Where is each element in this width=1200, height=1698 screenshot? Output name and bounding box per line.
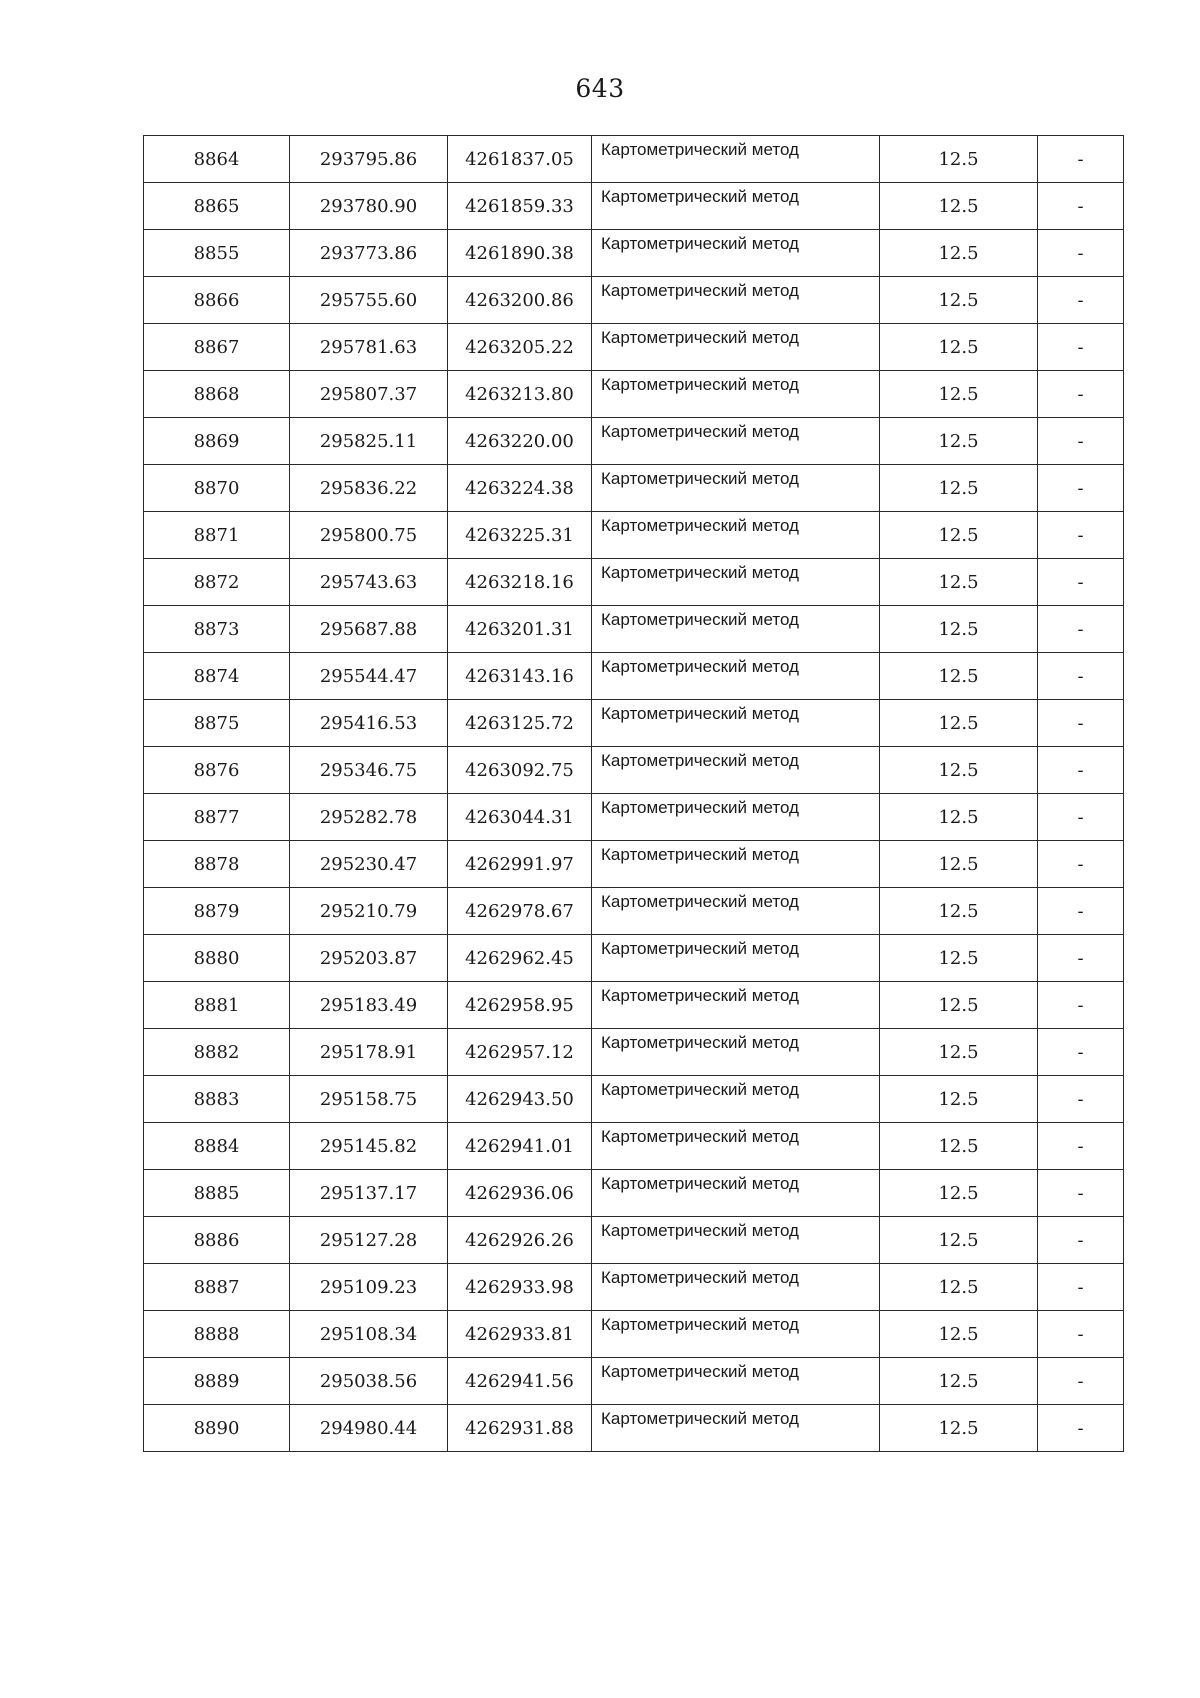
y-coordinate-cell: 4263200.86 xyxy=(448,277,592,324)
x-coordinate-cell: 294980.44 xyxy=(290,1405,448,1452)
y-coordinate-cell: 4262926.26 xyxy=(448,1217,592,1264)
method-cell: Картометрический метод xyxy=(592,1405,880,1452)
table-row xyxy=(144,888,1124,935)
table-row xyxy=(144,183,1124,230)
note-cell: - xyxy=(1038,794,1124,841)
point-id-cell: 8884 xyxy=(144,1123,290,1170)
point-id-cell: 8889 xyxy=(144,1358,290,1405)
accuracy-cell: 12.5 xyxy=(880,1217,1038,1264)
point-id-cell: 8881 xyxy=(144,982,290,1029)
note-cell: - xyxy=(1038,700,1124,747)
x-coordinate-cell: 293780.90 xyxy=(290,183,448,230)
accuracy-cell: 12.5 xyxy=(880,230,1038,277)
method-cell: Картометрический метод xyxy=(592,1123,880,1170)
method-cell: Картометрический метод xyxy=(592,324,880,371)
method-cell: Картометрический метод xyxy=(592,465,880,512)
table-row xyxy=(144,277,1124,324)
table-row xyxy=(144,1170,1124,1217)
method-cell: Картометрический метод xyxy=(592,1358,880,1405)
accuracy-cell: 12.5 xyxy=(880,606,1038,653)
method-cell: Картометрический метод xyxy=(592,935,880,982)
accuracy-cell: 12.5 xyxy=(880,418,1038,465)
point-id-cell: 8872 xyxy=(144,559,290,606)
point-id-cell: 8886 xyxy=(144,1217,290,1264)
accuracy-cell: 12.5 xyxy=(880,371,1038,418)
note-cell: - xyxy=(1038,1264,1124,1311)
accuracy-cell: 12.5 xyxy=(880,324,1038,371)
x-coordinate-cell: 295807.37 xyxy=(290,371,448,418)
point-id-cell: 8874 xyxy=(144,653,290,700)
table-row xyxy=(144,841,1124,888)
note-cell: - xyxy=(1038,1029,1124,1076)
method-cell: Картометрический метод xyxy=(592,888,880,935)
note-cell: - xyxy=(1038,888,1124,935)
x-coordinate-cell: 295038.56 xyxy=(290,1358,448,1405)
accuracy-cell: 12.5 xyxy=(880,1311,1038,1358)
table-row xyxy=(144,1358,1124,1405)
x-coordinate-cell: 295109.23 xyxy=(290,1264,448,1311)
method-cell: Картометрический метод xyxy=(592,700,880,747)
x-coordinate-cell: 295836.22 xyxy=(290,465,448,512)
table-row xyxy=(144,794,1124,841)
x-coordinate-cell: 295282.78 xyxy=(290,794,448,841)
accuracy-cell: 12.5 xyxy=(880,1358,1038,1405)
table-row xyxy=(144,230,1124,277)
table-row xyxy=(144,1123,1124,1170)
y-coordinate-cell: 4262941.56 xyxy=(448,1358,592,1405)
accuracy-cell: 12.5 xyxy=(880,512,1038,559)
point-id-cell: 8866 xyxy=(144,277,290,324)
method-cell: Картометрический метод xyxy=(592,1217,880,1264)
table-row xyxy=(144,136,1124,183)
method-cell: Картометрический метод xyxy=(592,747,880,794)
y-coordinate-cell: 4263205.22 xyxy=(448,324,592,371)
table-row xyxy=(144,324,1124,371)
note-cell: - xyxy=(1038,982,1124,1029)
point-id-cell: 8871 xyxy=(144,512,290,559)
y-coordinate-cell: 4262943.50 xyxy=(448,1076,592,1123)
accuracy-cell: 12.5 xyxy=(880,982,1038,1029)
accuracy-cell: 12.5 xyxy=(880,277,1038,324)
table-row xyxy=(144,1076,1124,1123)
table-row xyxy=(144,935,1124,982)
point-id-cell: 8890 xyxy=(144,1405,290,1452)
y-coordinate-cell: 4262978.67 xyxy=(448,888,592,935)
point-id-cell: 8855 xyxy=(144,230,290,277)
y-coordinate-cell: 4263213.80 xyxy=(448,371,592,418)
table-row xyxy=(144,371,1124,418)
page-number: 643 xyxy=(575,74,625,103)
point-id-cell: 8875 xyxy=(144,700,290,747)
accuracy-cell: 12.5 xyxy=(880,935,1038,982)
table-row xyxy=(144,747,1124,794)
y-coordinate-cell: 4263225.31 xyxy=(448,512,592,559)
y-coordinate-cell: 4262962.45 xyxy=(448,935,592,982)
point-id-cell: 8867 xyxy=(144,324,290,371)
method-cell: Картометрический метод xyxy=(592,183,880,230)
point-id-cell: 8885 xyxy=(144,1170,290,1217)
table-row xyxy=(144,512,1124,559)
note-cell: - xyxy=(1038,371,1124,418)
accuracy-cell: 12.5 xyxy=(880,1123,1038,1170)
method-cell: Картометрический метод xyxy=(592,559,880,606)
note-cell: - xyxy=(1038,512,1124,559)
y-coordinate-cell: 4263125.72 xyxy=(448,700,592,747)
point-id-cell: 8868 xyxy=(144,371,290,418)
method-cell: Картометрический метод xyxy=(592,1076,880,1123)
accuracy-cell: 12.5 xyxy=(880,700,1038,747)
note-cell: - xyxy=(1038,559,1124,606)
x-coordinate-cell: 295108.34 xyxy=(290,1311,448,1358)
y-coordinate-cell: 4261890.38 xyxy=(448,230,592,277)
note-cell: - xyxy=(1038,418,1124,465)
method-cell: Картометрический метод xyxy=(592,418,880,465)
x-coordinate-cell: 295230.47 xyxy=(290,841,448,888)
x-coordinate-cell: 295178.91 xyxy=(290,1029,448,1076)
accuracy-cell: 12.5 xyxy=(880,136,1038,183)
note-cell: - xyxy=(1038,1123,1124,1170)
method-cell: Картометрический метод xyxy=(592,230,880,277)
point-id-cell: 8888 xyxy=(144,1311,290,1358)
table-row xyxy=(144,1405,1124,1452)
method-cell: Картометрический метод xyxy=(592,512,880,559)
method-cell: Картометрический метод xyxy=(592,371,880,418)
point-id-cell: 8877 xyxy=(144,794,290,841)
table-row xyxy=(144,1311,1124,1358)
table-row xyxy=(144,1264,1124,1311)
y-coordinate-cell: 4262931.88 xyxy=(448,1405,592,1452)
y-coordinate-cell: 4262958.95 xyxy=(448,982,592,1029)
coordinates-table-body xyxy=(144,136,1124,1452)
note-cell: - xyxy=(1038,1217,1124,1264)
note-cell: - xyxy=(1038,747,1124,794)
table-row xyxy=(144,1217,1124,1264)
x-coordinate-cell: 295755.60 xyxy=(290,277,448,324)
x-coordinate-cell: 295544.47 xyxy=(290,653,448,700)
accuracy-cell: 12.5 xyxy=(880,841,1038,888)
table-row xyxy=(144,653,1124,700)
method-cell: Картометрический метод xyxy=(592,136,880,183)
x-coordinate-cell: 295145.82 xyxy=(290,1123,448,1170)
point-id-cell: 8870 xyxy=(144,465,290,512)
note-cell: - xyxy=(1038,1076,1124,1123)
note-cell: - xyxy=(1038,230,1124,277)
x-coordinate-cell: 295781.63 xyxy=(290,324,448,371)
method-cell: Картометрический метод xyxy=(592,606,880,653)
x-coordinate-cell: 295416.53 xyxy=(290,700,448,747)
method-cell: Картометрический метод xyxy=(592,982,880,1029)
method-cell: Картометрический метод xyxy=(592,841,880,888)
accuracy-cell: 12.5 xyxy=(880,888,1038,935)
point-id-cell: 8865 xyxy=(144,183,290,230)
note-cell: - xyxy=(1038,935,1124,982)
point-id-cell: 8882 xyxy=(144,1029,290,1076)
x-coordinate-cell: 295127.28 xyxy=(290,1217,448,1264)
x-coordinate-cell: 295203.87 xyxy=(290,935,448,982)
note-cell: - xyxy=(1038,465,1124,512)
y-coordinate-cell: 4263143.16 xyxy=(448,653,592,700)
table-row xyxy=(144,700,1124,747)
accuracy-cell: 12.5 xyxy=(880,1076,1038,1123)
coordinates-table xyxy=(143,135,1124,1452)
y-coordinate-cell: 4263220.00 xyxy=(448,418,592,465)
y-coordinate-cell: 4261859.33 xyxy=(448,183,592,230)
accuracy-cell: 12.5 xyxy=(880,183,1038,230)
x-coordinate-cell: 295825.11 xyxy=(290,418,448,465)
accuracy-cell: 12.5 xyxy=(880,1170,1038,1217)
y-coordinate-cell: 4262936.06 xyxy=(448,1170,592,1217)
note-cell: - xyxy=(1038,653,1124,700)
y-coordinate-cell: 4262991.97 xyxy=(448,841,592,888)
method-cell: Картометрический метод xyxy=(592,277,880,324)
note-cell: - xyxy=(1038,136,1124,183)
point-id-cell: 8876 xyxy=(144,747,290,794)
table-row xyxy=(144,982,1124,1029)
x-coordinate-cell: 295210.79 xyxy=(290,888,448,935)
point-id-cell: 8864 xyxy=(144,136,290,183)
accuracy-cell: 12.5 xyxy=(880,794,1038,841)
y-coordinate-cell: 4263218.16 xyxy=(448,559,592,606)
y-coordinate-cell: 4261837.05 xyxy=(448,136,592,183)
method-cell: Картометрический метод xyxy=(592,1029,880,1076)
note-cell: - xyxy=(1038,1170,1124,1217)
y-coordinate-cell: 4263224.38 xyxy=(448,465,592,512)
accuracy-cell: 12.5 xyxy=(880,747,1038,794)
table-row xyxy=(144,559,1124,606)
x-coordinate-cell: 295137.17 xyxy=(290,1170,448,1217)
x-coordinate-cell: 295743.63 xyxy=(290,559,448,606)
y-coordinate-cell: 4262933.98 xyxy=(448,1264,592,1311)
y-coordinate-cell: 4262933.81 xyxy=(448,1311,592,1358)
y-coordinate-cell: 4263201.31 xyxy=(448,606,592,653)
table-row xyxy=(144,606,1124,653)
table-row xyxy=(144,465,1124,512)
point-id-cell: 8878 xyxy=(144,841,290,888)
note-cell: - xyxy=(1038,841,1124,888)
point-id-cell: 8880 xyxy=(144,935,290,982)
accuracy-cell: 12.5 xyxy=(880,653,1038,700)
method-cell: Картометрический метод xyxy=(592,1170,880,1217)
accuracy-cell: 12.5 xyxy=(880,465,1038,512)
y-coordinate-cell: 4263092.75 xyxy=(448,747,592,794)
table-row xyxy=(144,1029,1124,1076)
method-cell: Картометрический метод xyxy=(592,1264,880,1311)
point-id-cell: 8883 xyxy=(144,1076,290,1123)
point-id-cell: 8879 xyxy=(144,888,290,935)
y-coordinate-cell: 4262957.12 xyxy=(448,1029,592,1076)
accuracy-cell: 12.5 xyxy=(880,559,1038,606)
x-coordinate-cell: 295183.49 xyxy=(290,982,448,1029)
x-coordinate-cell: 295346.75 xyxy=(290,747,448,794)
point-id-cell: 8887 xyxy=(144,1264,290,1311)
note-cell: - xyxy=(1038,1405,1124,1452)
table-row xyxy=(144,418,1124,465)
accuracy-cell: 12.5 xyxy=(880,1029,1038,1076)
y-coordinate-cell: 4262941.01 xyxy=(448,1123,592,1170)
accuracy-cell: 12.5 xyxy=(880,1264,1038,1311)
note-cell: - xyxy=(1038,606,1124,653)
point-id-cell: 8869 xyxy=(144,418,290,465)
method-cell: Картометрический метод xyxy=(592,1311,880,1358)
note-cell: - xyxy=(1038,1311,1124,1358)
method-cell: Картометрический метод xyxy=(592,653,880,700)
y-coordinate-cell: 4263044.31 xyxy=(448,794,592,841)
x-coordinate-cell: 295158.75 xyxy=(290,1076,448,1123)
note-cell: - xyxy=(1038,277,1124,324)
x-coordinate-cell: 295687.88 xyxy=(290,606,448,653)
x-coordinate-cell: 293795.86 xyxy=(290,136,448,183)
x-coordinate-cell: 293773.86 xyxy=(290,230,448,277)
note-cell: - xyxy=(1038,1358,1124,1405)
note-cell: - xyxy=(1038,183,1124,230)
accuracy-cell: 12.5 xyxy=(880,1405,1038,1452)
x-coordinate-cell: 295800.75 xyxy=(290,512,448,559)
note-cell: - xyxy=(1038,324,1124,371)
method-cell: Картометрический метод xyxy=(592,794,880,841)
point-id-cell: 8873 xyxy=(144,606,290,653)
